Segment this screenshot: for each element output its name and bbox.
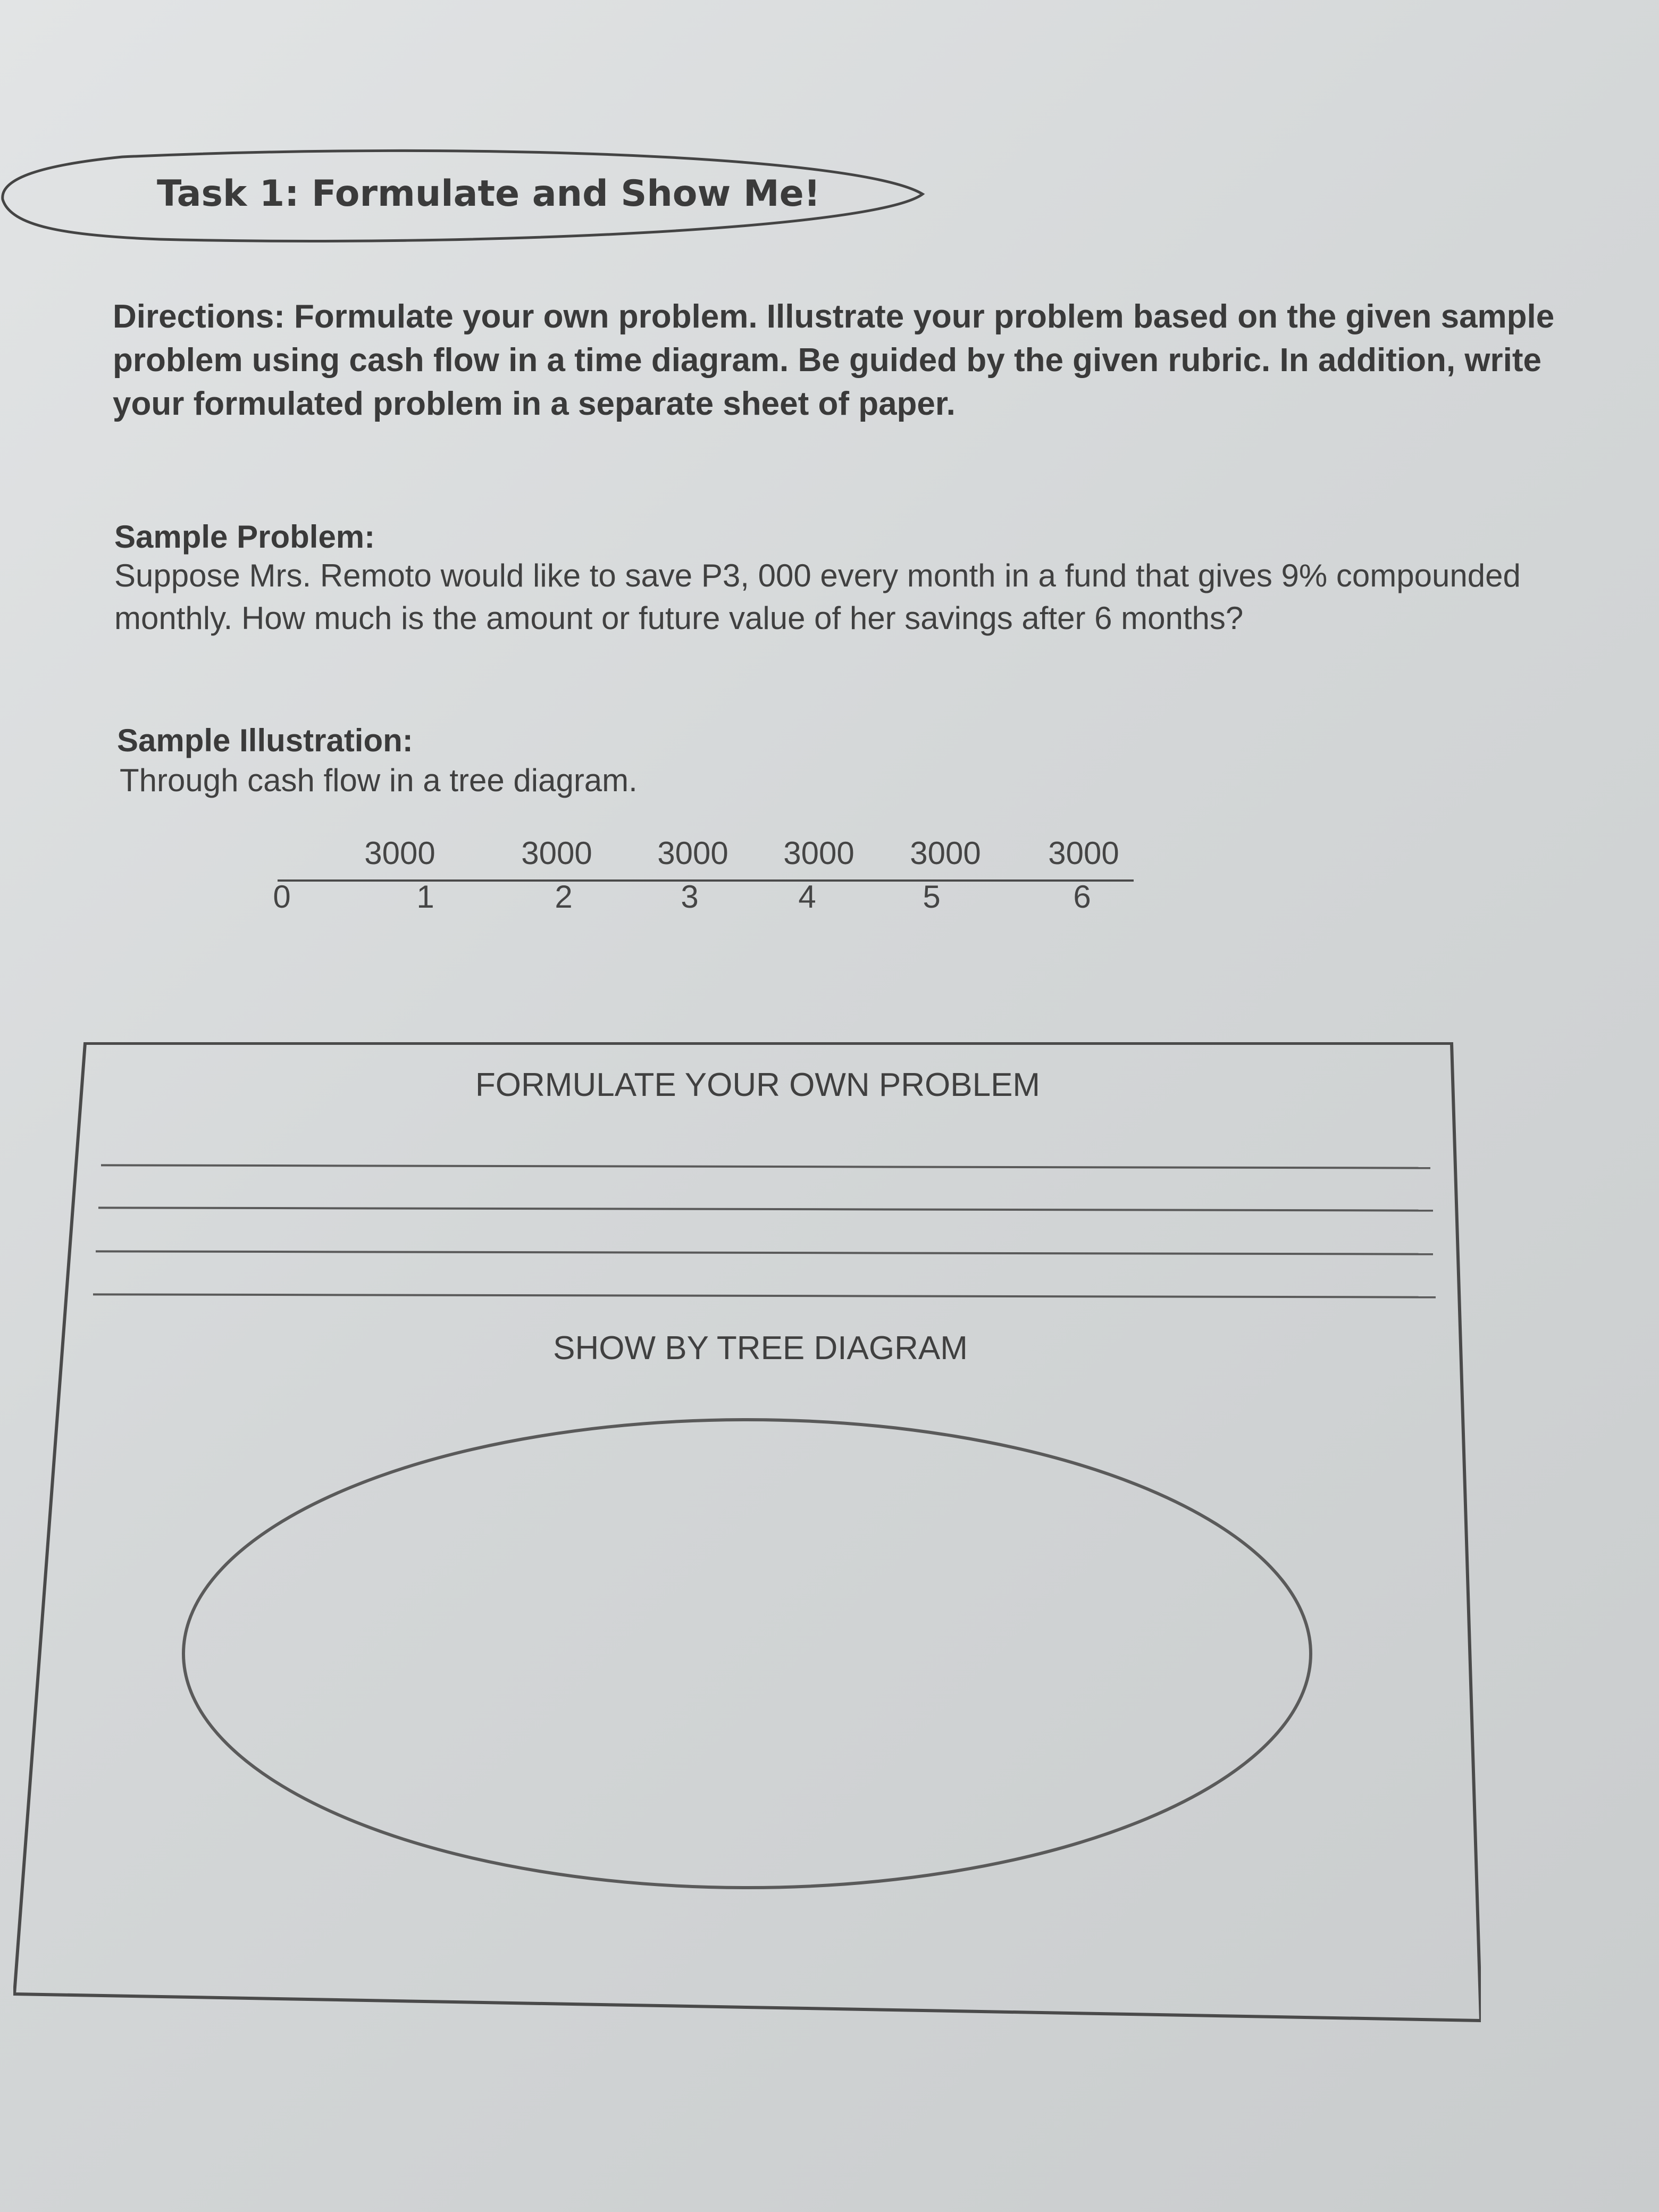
answer-box-frame [13, 1042, 1481, 2026]
formulate-heading: FORMULATE YOUR OWN PROBLEM [475, 1067, 1041, 1103]
payment-label: 3000 [910, 835, 981, 871]
answer-box [13, 1042, 1481, 2026]
show-heading: SHOW BY TREE DIAGRAM [553, 1330, 968, 1367]
payment-label: 3000 [364, 835, 435, 871]
payment-label: 3000 [783, 835, 854, 871]
directions-text: Directions: Formulate your own problem. Illustrate your problem based on the given sample problem using cash flow in a time diagram. Be guided by the given rubric. In addition, write your formulated problem in a separate sheet of paper. [113, 298, 1555, 422]
sample-problem-text: Suppose Mrs. Remoto would like to save P3, 000 every month in a fund that gives 9% compounded monthly. How much is the amount or future value of her savings after 6 months? [114, 558, 1521, 636]
payment-label: 3000 [657, 835, 728, 871]
task-title: Task 1: Formulate and Show Me! [157, 173, 820, 215]
period-label: 6 [1073, 879, 1091, 915]
period-label: 4 [798, 879, 816, 915]
tree-diagram-oval [183, 1420, 1311, 1888]
payment-label: 3000 [1048, 835, 1119, 871]
timeline-axis [278, 879, 1134, 882]
period-label: 3 [681, 879, 699, 915]
payment-label: 3000 [521, 835, 592, 871]
sample-illustration-text: Through cash flow in a tree diagram. [120, 763, 638, 798]
period-label: 5 [923, 879, 941, 915]
cash-flow-timeline [266, 835, 1143, 931]
sample-illustration-label: Sample Illustration: [117, 723, 413, 758]
timeline-start-label: 0 [273, 879, 291, 915]
period-label: 2 [555, 879, 573, 915]
period-label: 1 [416, 879, 434, 915]
sample-problem-label: Sample Problem: [114, 519, 375, 555]
